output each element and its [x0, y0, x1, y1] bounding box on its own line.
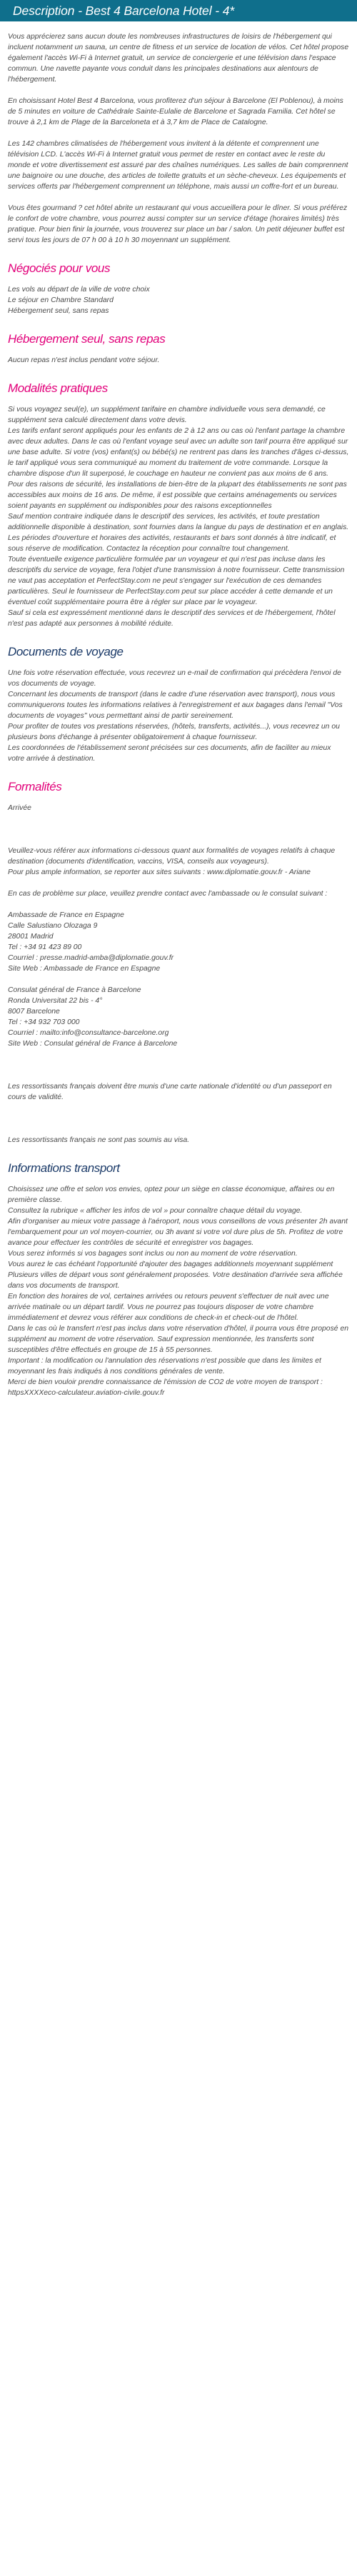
modalites-list	[8, 404, 349, 629]
documents-item: Une fois votre réservation effectuée, vous recevrez un e-mail de confirmation qui précèdera l'envoi de vos documents de voyage.	[8, 669, 341, 688]
transport-title: Informations transport	[8, 1161, 120, 1175]
spacer	[8, 824, 349, 846]
transport-item: En fonction des horaires de vol, certaines arrivées ou retours peuvent s'effectuer de nuit avec une arrivée matinale ou un départ tardif. Vous ne pourrez pas toujours disposer de votre chambre immédiatement et devrez vous référer aux conditions de check-in et check-out de l'hôtel.	[8, 1293, 329, 1322]
ambassade-line: Ambassade de France en Espagne	[8, 911, 124, 919]
description-paragraph: Vous êtes gourmand ? cet hôtel abrite un restaurant qui vous accueillera pour le dîner. Si vous préférez le confort de votre chambre, vous pourrez aussi compter sur un service d'étage (horaires limités) très pratique. Pour bien finir la journée, vous trouverez sur place un bar / salon. Un petit déjeuner buffet est servi tous les jours de 07 h 00 à 10 h 30 moyennant un supplément.	[8, 204, 348, 244]
ambassade-block	[8, 910, 349, 974]
formalites-probleme: En cas de problème sur place, veuillez prendre contact avec l'ambassade ou le consulat suivant :	[8, 890, 328, 898]
modalites-item: Si vous voyagez seul(e), un supplément tarifaire en chambre individuelle vous sera demandé, ce supplément sera calculé directement dans votre devis.	[8, 406, 326, 424]
transport-item: Vous aurez le cas échéant l'opportunité d'ajouter des bagages additionnels moyennant supplément	[8, 1261, 333, 1268]
negocies-item: Le séjour en Chambre Standard	[8, 296, 114, 304]
formalites-title: Formalités	[8, 780, 62, 793]
documents-item: Les coordonnées de l'établissement seront précisées sur ces documents, afin de faciliter au mieux votre arrivée à destination.	[8, 744, 331, 763]
modalites-item: Toute éventuelle exigence particulière formulée par un voyageur et qui n'est pas incluse dans les descriptifs du service de voyage, fera l'objet d'une transmission à notre fournisseur. Cette transmission ne vaut pas acceptation et PerfectStay.com ne peut s'engager sur l'exécution de ces demandes particulières. Seul le fournisseur de PerfectStay.com peut sur place accéder à cette demande et un éventuel coût supplémentaire pourra être à régler sur place par le voyageur.	[8, 556, 345, 606]
consulat-block	[8, 985, 349, 1049]
consulat-line: Courriel : mailto:info@consultance-barcelone.org	[8, 1029, 169, 1037]
description-paragraph: Les 142 chambres climatisées de l'hébergement vous invitent à la détente et comprennent une télévision LCD. L'accès Wi-Fi à Internet gratuit vous permet de rester en contact avec le reste du monde et votre divertissement est assuré par des chaînes numériques. Les salles de bain comprennent une baignoire ou une douche, des articles de toilette gratuits et un sèche-cheveux. Les équipements et services offerts par l'hébergement comprennent un téléphone, mais aussi un coffre-fort et un bureau.	[8, 140, 348, 191]
transport-item: Dans le cas où le transfert n'est pas inclus dans votre réservation d'hôtel, il pourra vous être proposé en supplément au moment de votre réservation. Sauf expression mentionnée, les transferts sont susceptibles d'être effectués en groupe de 15 à 55 personnes.	[8, 1325, 349, 1354]
description-paragraph: En choisissant Hotel Best 4 Barcelona, vous profiterez d'un séjour à Barcelone (El Poblenou), à moins de 5 minutes en voiture de Cathédrale Sainte-Eulalie de Barcelone et Sagrada Familia. Cet hôtel se trouve à 2,1 km de Plage de la Barceloneta et à 3,7 km de Place de Catalogne.	[8, 97, 343, 126]
ambassade-line: Site Web : Ambassade de France en Espagne	[8, 965, 161, 973]
spacer	[8, 1113, 349, 1135]
negocies-item: Hébergement seul, sans repas	[8, 307, 109, 315]
transport-item: Merci de bien vouloir prendre connaissance de l'émission de CO2 de votre moyen de transport : httpsXXXXeco-calculateur.aviation-civile.gouv.fr	[8, 1378, 323, 1397]
modalites-item: Sauf mention contraire indiquée dans le descriptif des services, les activités, et toute prestation additionnelle disponible à destination, sont fournies dans la langue du pays de destination et en anglais.	[8, 513, 349, 531]
negocies-list	[8, 284, 349, 316]
formalites-intro-sites: Pour plus ample information, se reporter aux sites suivants : www.diplomatie.gouv.fr - Ariane	[8, 868, 311, 876]
header-title: Description - Best 4 Barcelona Hotel - 4*	[13, 3, 235, 18]
content	[0, 21, 357, 1398]
consulat-line: 8007 Barcelone	[8, 1008, 60, 1016]
consulat-line: Ronda Universitat 22 bis - 4°	[8, 997, 103, 1005]
modalites-item: Sauf si cela est expressément mentionné dans le descriptif des services et de l'hébergement, l'hôtel n'est pas adapté aux personnes à mobilité réduite.	[8, 609, 336, 628]
spacer	[8, 1060, 349, 1081]
modalites-item: Pour des raisons de sécurité, les installations de bien-être de la plupart des établissements ne sont pas accessibles aux moins de 16 ans. De même, il est possible que certains aménagements ou services soient payants en supplément ou indisponibles pour des raisons exceptionnelles	[8, 481, 347, 510]
consulat-line: Consulat général de France à Barcelone	[8, 986, 141, 994]
modalites-title: Modalités pratiques	[8, 381, 108, 395]
hebergement-text: Aucun repas n'est inclus pendant votre séjour.	[8, 356, 160, 364]
transport-item: Consultez la rubrique « afficher les infos de vol » pour connaître chaque détail du voyage.	[8, 1207, 303, 1215]
ambassade-line: Tel : +34 91 423 89 00	[8, 943, 82, 951]
transport-list	[8, 1184, 349, 1398]
transport-item: Important : la modification ou l'annulation des réservations n'est possible que dans les limites et moyennant les frais indiqués à nos conditions générales de vente.	[8, 1357, 321, 1375]
negocies-item: Les vols au départ de la ville de votre choix	[8, 286, 150, 294]
ressortissants-identite: Les ressortissants français doivent être munis d'une carte nationale d'identité ou d'un passeport en cours de validité.	[8, 1083, 332, 1101]
formalites-arrivee: Arrivée	[8, 804, 31, 812]
transport-item: Plusieurs villes de départ vous sont généralement proposées. Votre destination d'arrivée sera affichée dans vos documents de transport.	[8, 1271, 343, 1290]
negocies-title: Négociés pour vous	[8, 261, 111, 275]
documents-list	[8, 668, 349, 764]
transport-item: Choisissez une offre et selon vos envies, optez pour un siège en classe économique, affaires ou en première classe.	[8, 1186, 335, 1204]
modalites-item: Les périodes d'ouverture et horaires des activités, restaurants et bars sont donnés à titre indicatif, et sous réserve de modification. Contactez la réception pour connaître tout changement.	[8, 534, 336, 553]
description-paragraph: Vous apprécierez sans aucun doute les nombreuses infrastructures de loisirs de l'hébergement qui incluent notamment un sauna, un centre de fitness et un service de location de vélos. Cet hôtel propose également l'accès Wi-Fi à Internet gratuit, un service de conciergerie et une télévision dans l'espace commun. Une navette payante vous conduit dans les principales destinations aux alentours de l'hébergement.	[8, 33, 349, 84]
documents-title: Documents de voyage	[8, 645, 124, 658]
modalites-item: Les tarifs enfant seront appliqués pour les enfants de 2 à 12 ans ou cas où l'enfant partage la chambre avec deux adultes. Dans le cas où l'enfant voyage seul avec un adulte son tarif pourra être appliqué sur une base adulte. Si votre (vos) enfant(s) ou bébé(s) ne rentrent pas dans les tranches d'âges ci-dessus, le tarif appliqué vous sera communiqué au moment du traitement de votre commande. Lorsque la chambre dispose d'un lit superposé, le couchage en hauteur ne convient pas aux moins de 6 ans.	[8, 427, 349, 478]
consulat-line: Site Web : Consulat général de France à Barcelone	[8, 1040, 178, 1048]
formalites-intro: Veuillez-vous référer aux informations ci-dessous quant aux formalités de voyages relatifs à chaque destination (documents d'identification, vaccins, VISA, conseils aux voyageurs).	[8, 847, 336, 866]
ressortissants-visa: Les ressortissants français ne sont pas soumis au visa.	[8, 1136, 190, 1144]
ambassade-line: 28001 Madrid	[8, 933, 54, 941]
transport-item: Vous serez informés si vos bagages sont inclus ou non au moment de votre réservation.	[8, 1250, 298, 1258]
ambassade-line: Courriel : presse.madrid-amba@diplomatie.gouv.fr	[8, 954, 174, 962]
ambassade-line: Calle Salustiano Olozaga 9	[8, 922, 98, 930]
description-header	[0, 0, 357, 21]
hebergement-title: Hébergement seul, sans repas	[8, 332, 166, 346]
documents-item: Pour profiter de toutes vos prestations réservées, (hôtels, transferts, activités...), vous recevrez un ou plusieurs bons d'échange à présenter obligatoirement à chaque fournisseur.	[8, 723, 340, 741]
documents-item: Concernant les documents de transport (dans le cadre d'une réservation avec transport), nous vous communiquerons toutes les informations relatives à l'enregistrement et aux bagages dans l'email "Vos documents de voyages" vous permettant ainsi de partir sereinement.	[8, 691, 343, 720]
consulat-line: Tel : +34 932 703 000	[8, 1018, 80, 1026]
transport-item: Afin d'organiser au mieux votre passage à l'aéroport, nous vous conseillons de vous présenter 2h avant l'embarquement pour un vol moyen-courrier, ou 3h avant si votre vol dure plus de 5h. Profitez de votre avance pour effectuer les contrôles de sécurité et enregistrer vos bagages.	[8, 1218, 348, 1247]
